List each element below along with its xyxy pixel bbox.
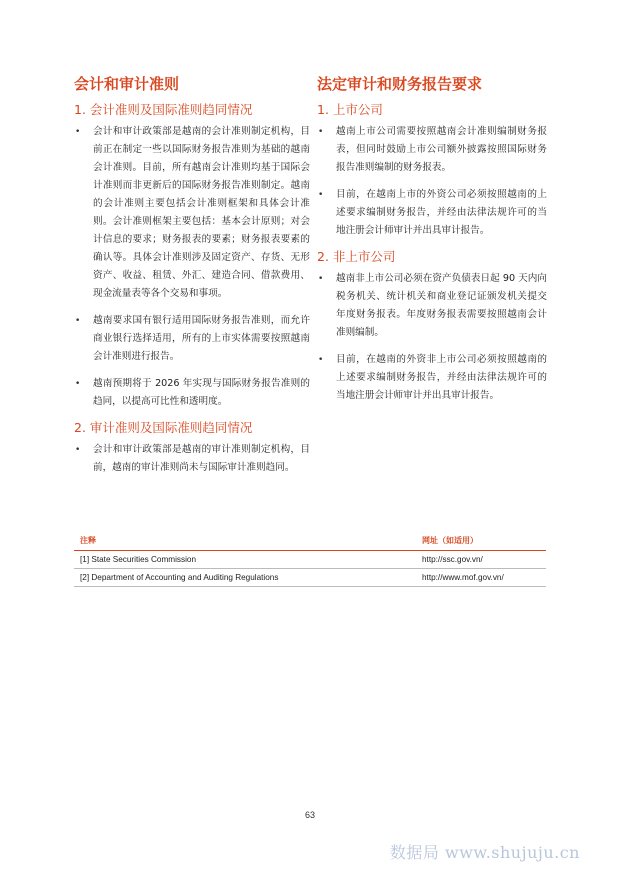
bullet-icon: • [318,274,324,284]
bullet-list-accounting [74,123,310,411]
bullet-icon: • [318,190,324,200]
reference-url-link[interactable]: http://ssc.gov.vn/ [416,551,546,569]
list-item: • 越南非上市公司必须在资产负债表日起 90 天内向税务机关、统计机关和商业登记证颁发机关提交年度财务报表。年度财务报表需要按照越南会计准则编制。 [317,270,547,342]
bullet-icon: • [318,355,324,365]
left-column [74,74,310,486]
heading-auditing-convergence: 2. 审计准则及国际准则趋同情况 [74,420,253,435]
list-item: • 目前，在越南的外资非上市公司必须按照越南的上述要求编制财务报告，并经由法律法规许可的当地注册会计师审计并出具审计报告。 [317,351,547,405]
bullet-icon: • [75,379,81,389]
bullet-list-unlisted [317,270,547,405]
heading-accounting-convergence: 1. 会计准则及国际准则趋同情况 [74,102,253,117]
section-title-accounting-standards: 会计和审计准则 [74,75,180,93]
table-header-row [74,533,546,551]
list-item: • 会计和审计政策部是越南的会计准则制定机构，目前正在制定一些以国际财务报告准则为基础的越南会计准则。目前，所有越南会计准则均基于国际会计准则而非更新后的国际财务报告准则制定。越南的会计准则主要包括会计准则框架和具体会计准则。会计准则框架主要包括：基本会计原则；对会计信息的要求；财务报表的要素；财务报表要素的确认等。具体会计准则涉及固定资产、存货、无形资产、收益、租赁、外汇、建造合同、借款费用、现金流量表等各个交易和事项。 [74,123,310,303]
bullet-icon: • [75,445,81,455]
list-item: • 会计和审计政策部是越南的审计准则制定机构，目前，越南的审计准则尚未与国际审计准则趋同。 [74,441,310,477]
list-item: • 越南上市公司需要按照越南会计准则编制财务报表，但同时鼓励上市公司额外披露按照国际财务报告准则编制的财务报表。 [317,123,547,177]
bullet-icon: • [75,316,81,326]
list-item: • 越南要求国有银行适用国际财务报告准则，而允许商业银行选择适用，所有的上市实体需要按照越南会计准则进行报告。 [74,312,310,366]
table-row [74,551,546,569]
reference-url-link[interactable]: http://www.mof.gov.vn/ [416,569,546,587]
watermark: 数据局 www.shujuju.cn [389,843,580,862]
header-notes: 注释 [74,533,416,551]
bullet-icon: • [75,127,81,137]
reference-note: [2] Department of Accounting and Auditing Regulations [74,569,416,587]
header-url: 网址（如适用） [416,533,546,551]
list-item: • 越南预期将于 2026 年实现与国际财务报告准则的趋同，以提高可比性和透明度。 [74,375,310,411]
references-table [74,533,546,587]
reference-note: [1] State Securities Commission [74,551,416,569]
bullet-list-listed [317,123,547,240]
heading-unlisted-companies: 2. 非上市公司 [317,249,396,264]
right-column [317,74,547,414]
bullet-list-auditing [74,441,310,477]
page-number: 63 [304,810,315,820]
heading-listed-companies: 1. 上市公司 [317,102,383,117]
bullet-icon: • [318,127,324,137]
table-row [74,569,546,587]
section-title-statutory-requirements: 法定审计和财务报告要求 [317,75,483,93]
list-item: • 目前，在越南上市的外资公司必须按照越南的上述要求编制财务报告，并经由法律法规许可的当地注册会计师审计并出具审计报告。 [317,186,547,240]
